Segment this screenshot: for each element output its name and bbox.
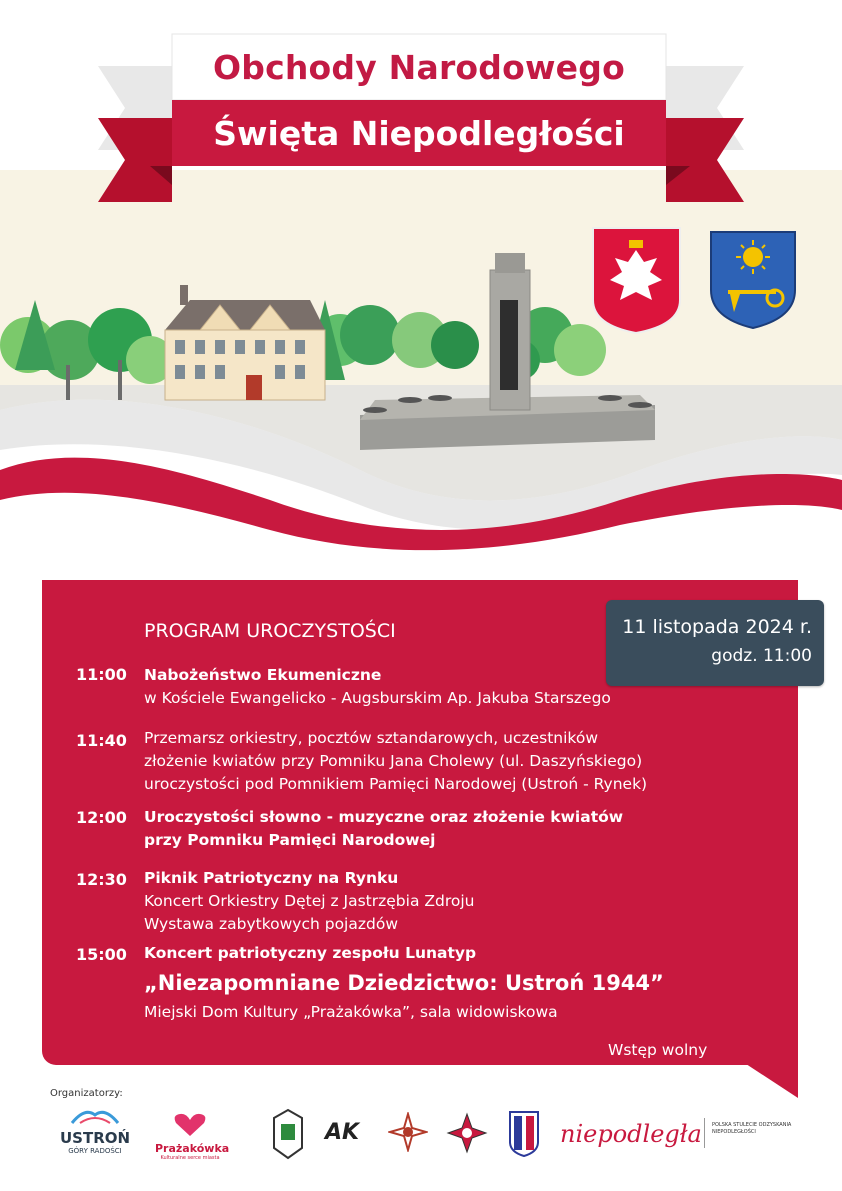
entry-time: 15:00 [76,945,127,964]
entry-text [144,942,664,1024]
entry-line: Przemarsz orkiestry, pocztów sztandarowych, uczestników [144,729,598,747]
entry-time: 11:40 [76,731,127,750]
entry-line: Uroczystości słowno - muzyczne oraz złożenie kwiatów [144,808,624,826]
date-box [606,600,824,686]
ustron-name: USTROŃ [60,1129,131,1147]
cross-emblem-icon [388,1112,428,1152]
heart-icon [172,1112,208,1138]
entry-line: Miejski Dom Kultury „Prażakówka”, sala widowiskowa [144,1003,558,1021]
ustron-logo [60,1105,130,1165]
entry-line: Koncert patriotyczny zespołu Lunatyp [144,944,477,962]
entry-text [144,867,474,936]
veterans-badge-icon [272,1108,304,1160]
entry-line: Wystawa zabytkowych pojazdów [144,915,398,933]
entry-line: przy Pomniku Pamięci Narodowej [144,831,436,849]
organizers-label: Organizatorzy: [50,1088,123,1099]
entry-line: Koncert Orkiestry Dętej z Jastrzębia Zdroju [144,892,475,910]
manor-house [165,285,325,400]
entry-time: 12:30 [76,870,127,889]
mountains-icon [70,1105,120,1125]
program-title: PROGRAM UROCZYSTOŚCI [144,620,396,642]
prazakowka-name: Prażakówka [155,1142,230,1155]
banner-title-line1: Obchody Narodowego [213,47,625,87]
speech-tail [740,1060,800,1100]
niepodlegla-logo: niepodległa [560,1120,702,1148]
entry-text [144,806,623,852]
entry-line: złożenie kwiatów przy Pomniku Jana Cholewy (ul. Daszyńskiego) [144,752,643,770]
polish-eagle-icon [593,228,680,333]
entry-time: 11:00 [76,665,127,684]
concert-title: „Niezapomniane Dziedzictwo: Ustroń 1944” [144,971,664,995]
logo-divider [704,1118,705,1148]
banner-title-line2: Święta Niepodległości [213,113,625,153]
event-time: godz. 11:00 [711,646,812,666]
event-date: 11 listopada 2024 r. [622,616,812,638]
entry-line: w Kościele Ewangelicko - Augsburskim Ap. Jakuba Starszego [144,689,611,707]
ak-logo: AK [325,1120,360,1145]
entry-line: Piknik Patriotyczny na Rynku [144,869,399,887]
entry-line: uroczystości pod Pomnikiem Pamięci Narodowej (Ustroń - Rynek) [144,775,648,793]
club-crest-icon [508,1108,540,1158]
ustron-coat-of-arms-icon [711,232,795,328]
niepodlegla-subtitle: POLSKA STULECIE ODZYSKANIA NIEPODLEGŁOŚCI [712,1122,792,1135]
entry-line: Nabożeństwo Ekumeniczne [144,666,382,684]
prazakowka-tagline: Kulturalne serce miasta [160,1155,220,1161]
entry-time: 12:00 [76,808,127,827]
free-entry-note: Wstęp wolny [608,1041,708,1059]
prazakowka-logo [155,1112,230,1162]
entry-text [144,664,611,710]
ustron-tagline: GÓRY RADOŚCI [68,1147,122,1155]
entry-text [144,727,647,796]
star-emblem-icon [446,1112,488,1154]
